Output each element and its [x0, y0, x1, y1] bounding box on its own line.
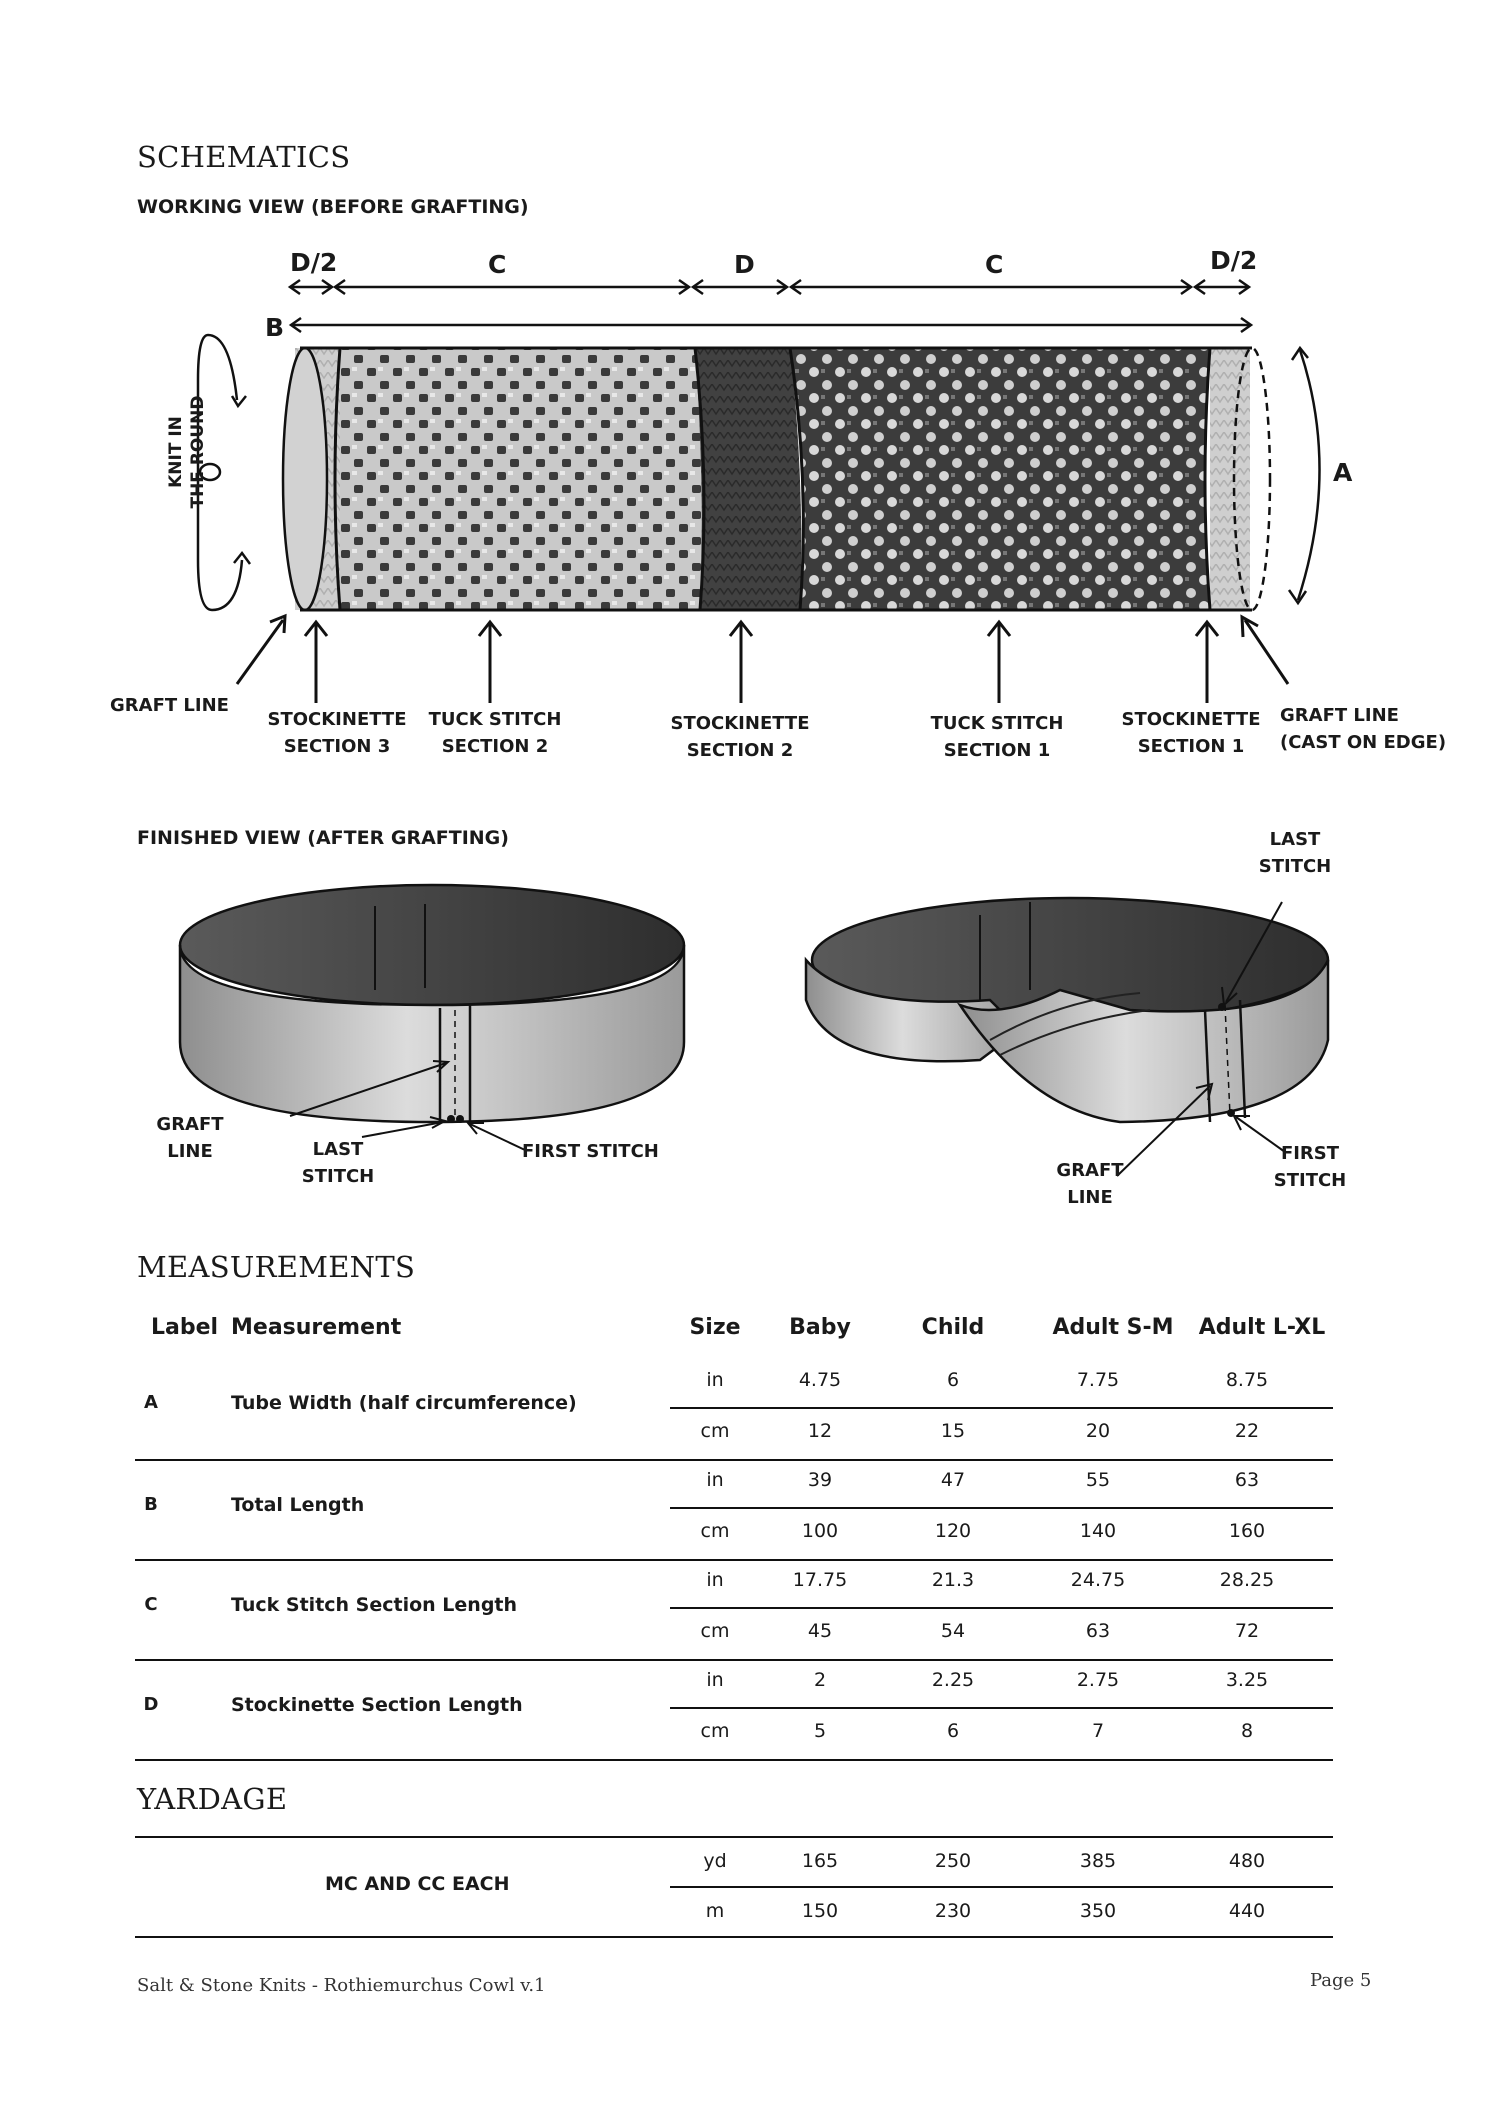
- row-measurement: Stockinette Section Length: [231, 1694, 523, 1716]
- row-measurement: Tuck Stitch Section Length: [231, 1594, 518, 1616]
- working-view-diagram: [0, 0, 1500, 800]
- value-cell: 45: [807, 1620, 833, 1642]
- dim-d-half-right: D/2: [1210, 246, 1258, 275]
- row-in: [670, 1557, 1333, 1606]
- value-cell: 72: [1234, 1620, 1260, 1642]
- row-label: C: [144, 1594, 158, 1615]
- row-measurement: Tube Width (half circumference): [231, 1392, 577, 1414]
- measurement-row: [135, 1457, 1333, 1557]
- unit-cell: in: [706, 1569, 724, 1591]
- value-cell: 20: [1085, 1420, 1111, 1442]
- unit-cell: m: [705, 1900, 725, 1922]
- callout-stockinette-2: STOCKINETTE SECTION 2: [670, 713, 810, 761]
- value-cell: 24.75: [1070, 1569, 1126, 1591]
- value-cell: 21.3: [931, 1569, 975, 1591]
- schematics-title: SCHEMATICS: [137, 140, 351, 174]
- unit-cell: cm: [700, 1720, 730, 1742]
- row-label: B: [144, 1494, 158, 1515]
- measurement-row: [135, 1557, 1333, 1657]
- value-cell: 15: [940, 1420, 966, 1442]
- finished-left-first-stitch: FIRST STITCH: [522, 1141, 659, 1162]
- value-cell: 230: [934, 1900, 972, 1922]
- row-in: [670, 1357, 1333, 1406]
- unit-cell: cm: [700, 1520, 730, 1542]
- yardage-table: [135, 1836, 1333, 1938]
- header-child: Child: [921, 1315, 985, 1340]
- value-cell: 4.75: [798, 1369, 842, 1391]
- value-cell: 47: [940, 1469, 966, 1491]
- unit-cell: cm: [700, 1620, 730, 1642]
- row-in: [670, 1657, 1333, 1706]
- value-cell: 2: [813, 1669, 827, 1691]
- divider: [135, 1936, 1333, 1938]
- row-cm: [670, 1508, 1333, 1557]
- callout-graft-line-left: GRAFT LINE: [110, 695, 229, 716]
- callout-stockinette-3: STOCKINETTE SECTION 3: [267, 709, 407, 757]
- header-measurement: Measurement: [231, 1315, 402, 1340]
- divider: [135, 1759, 1333, 1761]
- unit-cell: cm: [700, 1420, 730, 1442]
- value-cell: 63: [1085, 1620, 1111, 1642]
- finished-left-last-stitch: LAST STITCH: [301, 1139, 375, 1187]
- value-cell: 440: [1228, 1900, 1266, 1922]
- value-cell: 17.75: [792, 1569, 848, 1591]
- finished-left-graft-line: GRAFT LINE: [156, 1114, 224, 1162]
- row-m: [670, 1888, 1333, 1937]
- working-view-title: WORKING VIEW (BEFORE GRAFTING): [137, 196, 529, 218]
- unit-cell: in: [706, 1469, 724, 1491]
- row-label: D: [143, 1694, 159, 1715]
- value-cell: 250: [934, 1850, 972, 1872]
- callout-tuck-stitch-2: TUCK STITCH SECTION 2: [428, 709, 562, 757]
- dim-d-mid: D: [734, 250, 755, 279]
- measurements-table: [135, 1315, 1333, 1755]
- header-adult-sm: Adult S-M: [1052, 1315, 1174, 1340]
- yardage-row: [135, 1836, 1333, 1936]
- measurements-title: MEASUREMENTS: [137, 1250, 416, 1284]
- value-cell: 3.25: [1225, 1669, 1269, 1691]
- row-cm: [670, 1708, 1333, 1757]
- knit-in-round-label: KNIT IN THE ROUND: [166, 395, 208, 509]
- row-in: [670, 1457, 1333, 1506]
- row-cm: [670, 1608, 1333, 1657]
- finished-right-graft-line: GRAFT LINE: [1056, 1160, 1124, 1208]
- header-size: Size: [689, 1315, 741, 1340]
- header-baby: Baby: [789, 1315, 851, 1340]
- row-label: A: [144, 1392, 158, 1413]
- header-label: Label: [151, 1315, 219, 1340]
- value-cell: 140: [1079, 1520, 1117, 1542]
- callout-tuck-stitch-1: TUCK STITCH SECTION 1: [930, 713, 1064, 761]
- callout-arrows: [237, 616, 1288, 703]
- measurement-row: [135, 1657, 1333, 1757]
- finished-right-first-stitch: FIRST STITCH: [1273, 1143, 1347, 1191]
- measurement-row: [135, 1357, 1333, 1457]
- value-cell: 39: [807, 1469, 833, 1491]
- value-cell: 8: [1240, 1720, 1254, 1742]
- page-number: Page 5: [1310, 1970, 1372, 1991]
- value-cell: 2.25: [931, 1669, 975, 1691]
- value-cell: 6: [946, 1369, 960, 1391]
- value-cell: 7.75: [1076, 1369, 1120, 1391]
- dim-d-half-left: D/2: [290, 248, 338, 277]
- unit-cell: in: [706, 1669, 724, 1691]
- value-cell: 54: [940, 1620, 966, 1642]
- footer-left: Salt & Stone Knits - Rothiemurchus Cowl v.1: [137, 1975, 546, 1996]
- value-cell: 8.75: [1225, 1369, 1269, 1391]
- value-cell: 63: [1234, 1469, 1260, 1491]
- value-cell: 12: [807, 1420, 833, 1442]
- yardage-title: YARDAGE: [137, 1782, 288, 1816]
- unit-cell: yd: [703, 1850, 727, 1872]
- callout-graft-line-right: GRAFT LINE (CAST ON EDGE): [1280, 705, 1447, 753]
- callout-stockinette-1: STOCKINETTE SECTION 1: [1121, 709, 1261, 757]
- value-cell: 7: [1091, 1720, 1105, 1742]
- dim-b: B: [265, 313, 285, 342]
- finished-view-title: FINISHED VIEW (AFTER GRAFTING): [137, 827, 509, 849]
- value-cell: 385: [1079, 1850, 1117, 1872]
- value-cell: 6: [946, 1720, 960, 1742]
- row-yd: [670, 1838, 1333, 1887]
- value-cell: 165: [801, 1850, 839, 1872]
- dim-a: A: [1333, 458, 1353, 487]
- value-cell: 350: [1079, 1900, 1117, 1922]
- unit-cell: in: [706, 1369, 724, 1391]
- value-cell: 150: [801, 1900, 839, 1922]
- dim-c-right: C: [985, 250, 1004, 279]
- dim-c-left: C: [488, 250, 507, 279]
- row-measurement: Total Length: [231, 1494, 365, 1516]
- value-cell: 22: [1234, 1420, 1260, 1442]
- header-adult-lxl: Adult L-XL: [1198, 1315, 1326, 1340]
- value-cell: 160: [1228, 1520, 1266, 1542]
- yardage-name: MC AND CC EACH: [325, 1873, 510, 1895]
- finished-right-last-stitch: LAST STITCH: [1258, 829, 1332, 877]
- value-cell: 2.75: [1076, 1669, 1120, 1691]
- value-cell: 5: [813, 1720, 827, 1742]
- value-cell: 480: [1228, 1850, 1266, 1872]
- value-cell: 120: [934, 1520, 972, 1542]
- value-cell: 28.25: [1219, 1569, 1275, 1591]
- value-cell: 55: [1085, 1469, 1111, 1491]
- value-cell: 100: [801, 1520, 839, 1542]
- row-cm: [670, 1408, 1333, 1457]
